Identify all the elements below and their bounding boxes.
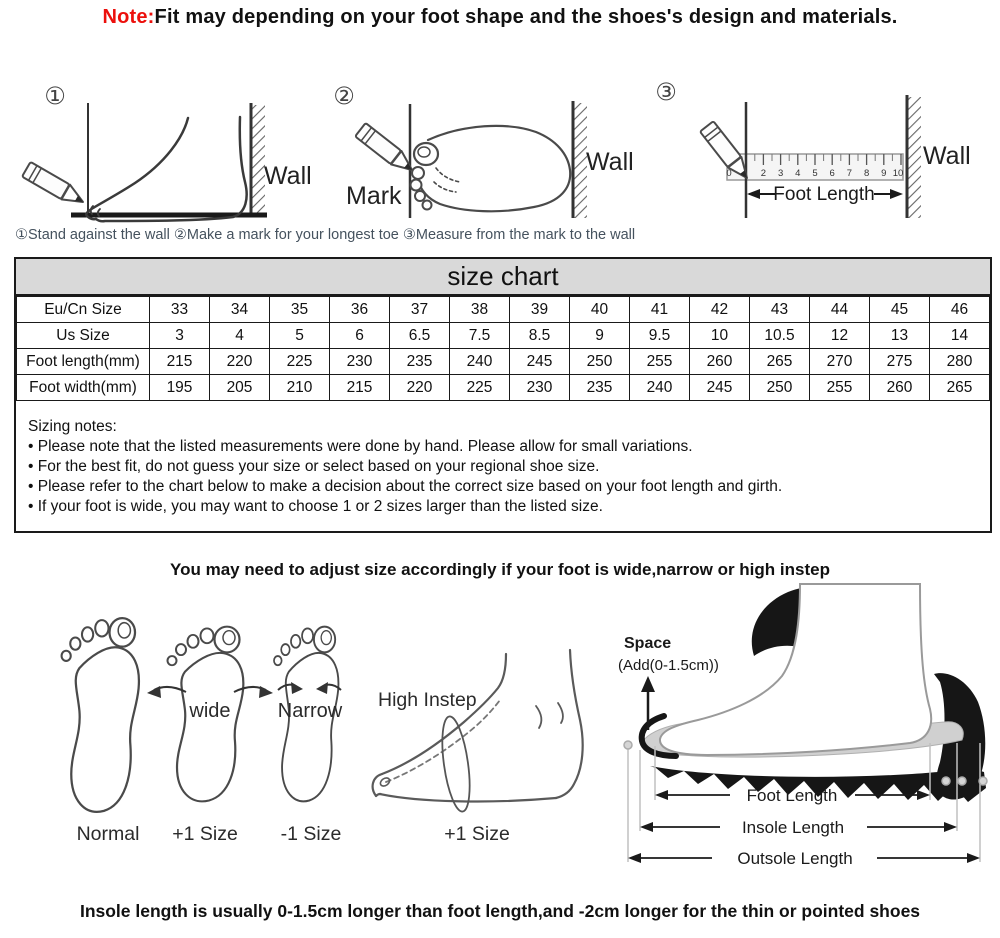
mark-label: Mark: [346, 182, 402, 210]
size-cell: 215: [150, 349, 210, 375]
size-cell: 250: [750, 375, 810, 401]
size-cell: 3: [150, 323, 210, 349]
ruler-number: 8: [863, 168, 870, 179]
wall-label: Wall: [923, 142, 971, 170]
step-2-number: ②: [333, 83, 355, 110]
size-cell: 33: [150, 297, 210, 323]
measure-step-2-illustration: [328, 78, 648, 230]
size-cell: 5: [270, 323, 330, 349]
ruler-number: 2: [760, 168, 767, 179]
normal-caption: Normal: [76, 823, 140, 845]
step-1-number: ①: [44, 83, 66, 110]
sizing-note-item: • If your foot is wide, you may want to choose 1 or 2 sizes larger than the listed size.: [28, 498, 603, 515]
pencil-icon: [355, 123, 417, 177]
size-cell: 225: [270, 349, 330, 375]
wall: [573, 101, 587, 218]
narrow-caption: -1 Size: [280, 823, 342, 845]
size-cell: 230: [510, 375, 570, 401]
ruler-number: 10: [892, 168, 904, 179]
wall-label: Wall: [586, 148, 634, 176]
top-note: [0, 6, 1000, 29]
ruler-number: 7: [846, 168, 853, 179]
table-row: [17, 375, 990, 401]
size-cell: 4: [210, 323, 270, 349]
size-cell: 37: [390, 297, 450, 323]
wall: [251, 103, 265, 215]
size-cell: 39: [510, 297, 570, 323]
ruler: [726, 154, 903, 180]
narrow-label: Narrow: [277, 700, 343, 722]
shoe-silhouette: [642, 584, 986, 802]
size-cell: 42: [690, 297, 750, 323]
insole-length-label: Insole Length: [741, 818, 845, 837]
size-cell: 9: [570, 323, 630, 349]
measure-step-3-illustration: [648, 72, 993, 230]
shoe-length-diagram: [612, 578, 1000, 883]
size-cell: 215: [330, 375, 390, 401]
size-cell: 34: [210, 297, 270, 323]
table-row: [17, 323, 990, 349]
size-cell: 255: [630, 349, 690, 375]
size-cell: 260: [870, 375, 930, 401]
size-cell: 255: [810, 375, 870, 401]
size-cell: 38: [450, 297, 510, 323]
size-cell: 225: [450, 375, 510, 401]
size-cell: 35: [270, 297, 330, 323]
size-cell: 6: [330, 323, 390, 349]
size-cell: 10.5: [750, 323, 810, 349]
row-label: Foot length(mm): [17, 349, 150, 375]
size-cell: 43: [750, 297, 810, 323]
high-instep-label: High Instep: [378, 689, 477, 711]
size-cell: 13: [870, 323, 930, 349]
foot-length-label: Foot Length: [773, 184, 875, 205]
outsole-length-label: Outsole Length: [737, 849, 853, 868]
sizing-notes-title: Sizing notes:: [28, 418, 117, 435]
size-cell: 9.5: [630, 323, 690, 349]
ruler-number: 0: [726, 168, 732, 179]
size-chart-table: [16, 296, 990, 401]
size-cell: 44: [810, 297, 870, 323]
size-cell: 245: [510, 349, 570, 375]
size-cell: 7.5: [450, 323, 510, 349]
size-cell: 250: [570, 349, 630, 375]
size-cell: 6.5: [390, 323, 450, 349]
size-cell: 260: [690, 349, 750, 375]
pencil-icon: [22, 162, 87, 209]
size-cell: 12: [810, 323, 870, 349]
row-label: Eu/Cn Size: [17, 297, 150, 323]
size-cell: 210: [270, 375, 330, 401]
size-cell: 220: [390, 375, 450, 401]
space-sub-label: (Add(0-1.5cm)): [618, 657, 719, 674]
wall: [907, 95, 921, 218]
sizing-notes: [16, 401, 990, 531]
row-label: Us Size: [17, 323, 150, 349]
sizing-note-item: • For the best fit, do not guess your size or select based on your regional shoe size.: [28, 458, 600, 475]
size-cell: 195: [150, 375, 210, 401]
foot-side-view: [86, 117, 246, 221]
top-note-prefix: Note:: [102, 6, 155, 28]
wall-label: Wall: [264, 162, 312, 190]
measure-step-1-illustration: [15, 78, 320, 230]
size-cell: 270: [810, 349, 870, 375]
ruler-number: 9: [881, 168, 887, 179]
wide-label: wide: [189, 700, 231, 722]
step-3-number: ③: [655, 79, 677, 106]
instep-caption: +1 Size: [444, 823, 510, 845]
size-cell: 265: [930, 375, 990, 401]
size-cell: 280: [930, 349, 990, 375]
top-note-text: Fit may depending on your foot shape and the shoes's design and materials.: [154, 6, 898, 28]
table-row: [17, 297, 990, 323]
footprint-normal: [62, 618, 139, 812]
size-cell: 36: [330, 297, 390, 323]
sizing-note-item: • Please note that the listed measurements were done by hand. Please allow for small variations.: [28, 438, 693, 455]
size-cell: 8.5: [510, 323, 570, 349]
ruler-number: 6: [829, 168, 835, 179]
foot-types-illustration: [28, 588, 633, 858]
sizing-note-item: • Please refer to the chart below to make a decision about the correct size based on your foot length and girth.: [28, 478, 783, 495]
size-chart-title: size chart: [16, 259, 990, 296]
size-cell: 265: [750, 349, 810, 375]
size-cell: 205: [210, 375, 270, 401]
bottom-note: Insole length is usually 0-1.5cm longer than foot length,and -2cm longer for the thin or pointed shoes: [79, 901, 921, 921]
size-cell: 235: [390, 349, 450, 375]
size-cell: 230: [330, 349, 390, 375]
size-cell: 240: [630, 375, 690, 401]
size-cell: 45: [870, 297, 930, 323]
size-cell: 40: [570, 297, 630, 323]
ruler-number: 5: [812, 168, 818, 179]
size-cell: 41: [630, 297, 690, 323]
foot-top-view: [411, 126, 571, 211]
foot-length-label: Foot Length: [746, 786, 838, 805]
size-cell: 240: [450, 349, 510, 375]
size-cell: 275: [870, 349, 930, 375]
ruler-number: 3: [777, 168, 784, 179]
size-cell: 245: [690, 375, 750, 401]
size-cell: 220: [210, 349, 270, 375]
adjust-size-heading: You may need to adjust size accordingly if your foot is wide,narrow or high instep: [170, 560, 830, 579]
space-label: Space: [624, 635, 672, 652]
size-cell: 235: [570, 375, 630, 401]
size-cell: 46: [930, 297, 990, 323]
table-row: [17, 349, 990, 375]
ruler-number: 4: [795, 168, 801, 179]
size-cell: 14: [930, 323, 990, 349]
wide-caption: +1 Size: [172, 823, 238, 845]
size-cell: 10: [690, 323, 750, 349]
high-instep-sketch: [373, 650, 583, 813]
row-label: Foot width(mm): [17, 375, 150, 401]
size-chart-box: [14, 257, 992, 533]
steps-caption: ①Stand against the wall ②Make a mark for your longest toe ③Measure from the mark to the wall: [15, 227, 636, 243]
